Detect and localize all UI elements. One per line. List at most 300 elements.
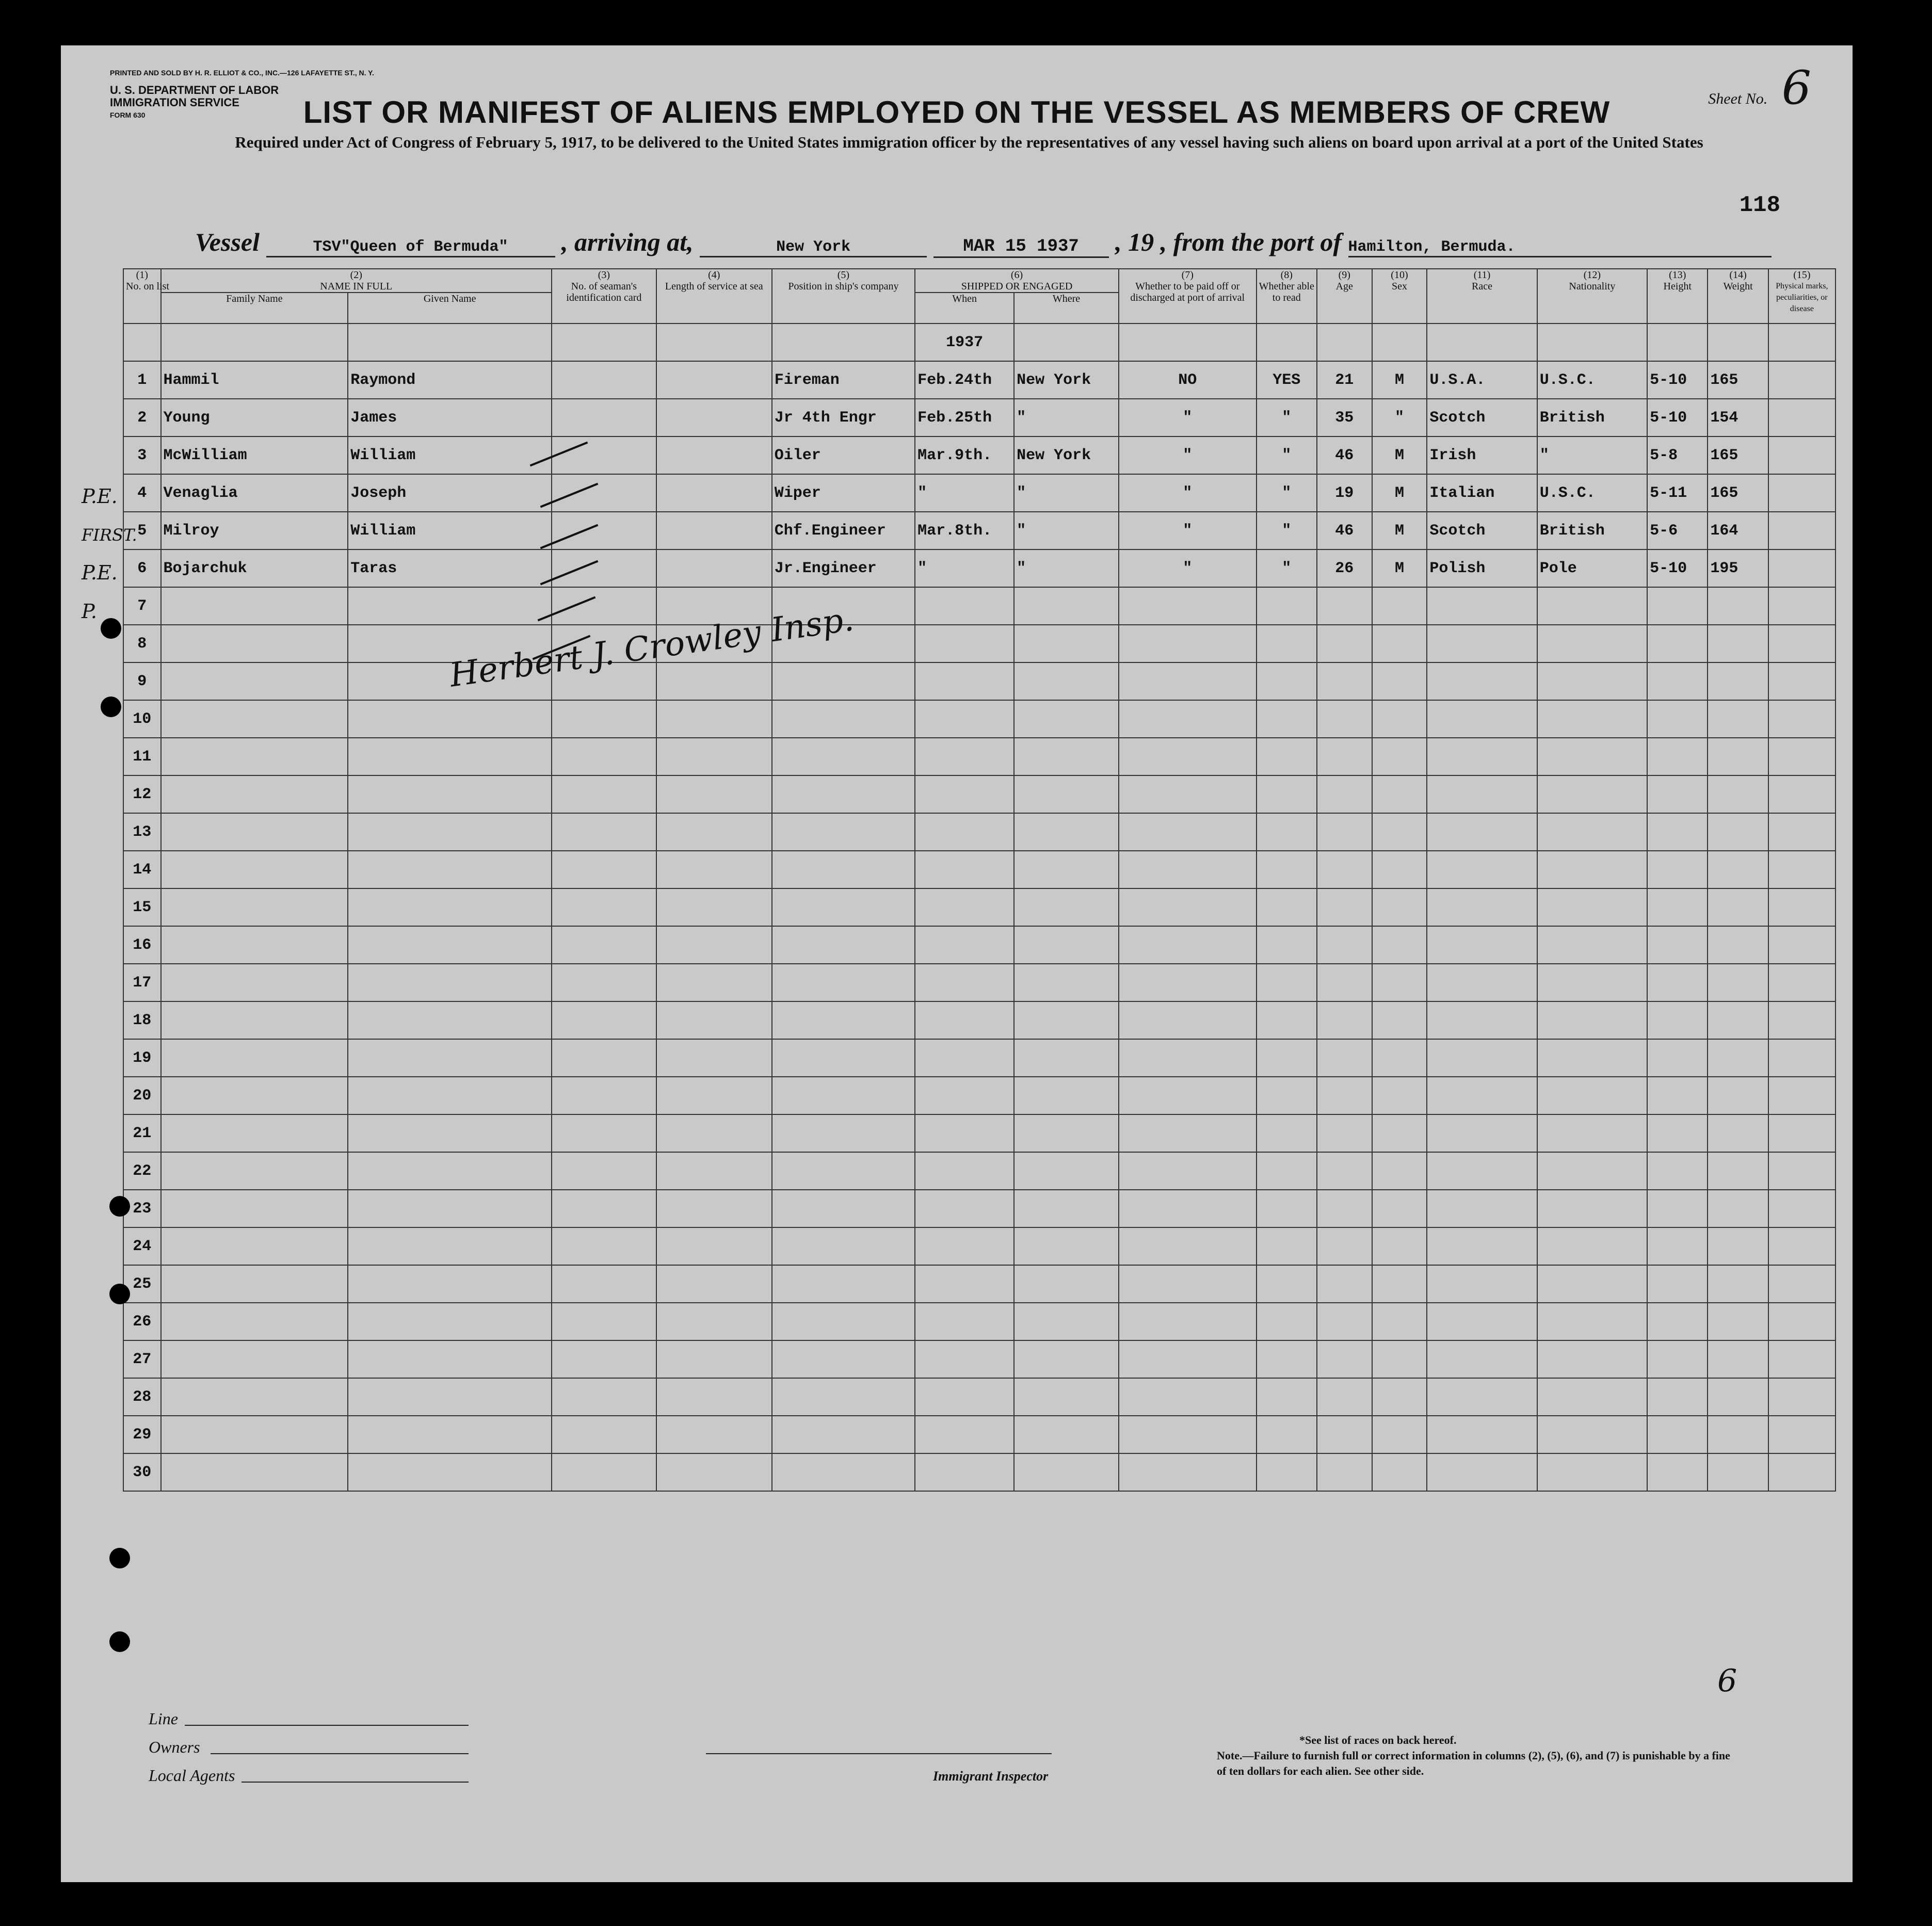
cell-given: Raymond xyxy=(348,361,552,399)
col-weight-header: (14) Weight xyxy=(1708,269,1768,323)
empty-cell xyxy=(1372,1077,1427,1114)
col-family-name-header: Family Name xyxy=(161,293,348,323)
empty-cell xyxy=(1537,1077,1647,1114)
cell-read: " xyxy=(1257,474,1317,512)
cell-paid: " xyxy=(1119,512,1257,549)
empty-cell xyxy=(915,1001,1014,1039)
row-number: 24 xyxy=(123,1227,161,1265)
empty-cell xyxy=(1119,587,1257,625)
empty-cell xyxy=(1119,1416,1257,1453)
owners-field xyxy=(211,1753,469,1754)
empty-cell xyxy=(772,1039,915,1077)
row-number: 16 xyxy=(123,926,161,964)
empty-cell xyxy=(1537,1152,1647,1190)
empty-cell xyxy=(1537,1190,1647,1227)
empty-cell xyxy=(1317,775,1372,813)
empty-cell xyxy=(1708,700,1768,738)
empty-cell xyxy=(656,1190,772,1227)
empty-cell xyxy=(1014,1340,1119,1378)
empty-cell xyxy=(772,1227,915,1265)
empty-cell xyxy=(1317,1001,1372,1039)
empty-cell xyxy=(1647,1077,1708,1114)
empty-cell xyxy=(348,1265,552,1303)
empty-cell xyxy=(772,1190,915,1227)
empty-cell xyxy=(348,1152,552,1190)
empty-cell xyxy=(1372,587,1427,625)
row-number: 23 xyxy=(123,1190,161,1227)
empty-cell xyxy=(1427,1190,1537,1227)
empty-cell xyxy=(1119,662,1257,700)
margin-note: FIRST. xyxy=(82,525,137,545)
empty-cell xyxy=(1257,662,1317,700)
empty-cell xyxy=(348,813,552,851)
empty-cell xyxy=(1537,813,1647,851)
empty-cell xyxy=(915,1227,1014,1265)
handwritten-sheet-number: 6 xyxy=(1717,1663,1737,1699)
cell-weight: 154 xyxy=(1708,399,1768,436)
empty-cell xyxy=(1708,1190,1768,1227)
empty-cell xyxy=(1119,1378,1257,1416)
empty-cell xyxy=(1647,738,1708,775)
empty-row xyxy=(123,1190,1836,1227)
empty-cell xyxy=(1708,1001,1768,1039)
row-number: 12 xyxy=(123,775,161,813)
empty-cell xyxy=(161,964,348,1001)
empty-cell xyxy=(656,813,772,851)
cell-age: 46 xyxy=(1317,512,1372,549)
empty-cell xyxy=(915,700,1014,738)
empty-cell xyxy=(161,1114,348,1152)
empty-cell xyxy=(1119,1453,1257,1491)
empty-cell xyxy=(1768,474,1836,512)
department-name: U. S. DEPARTMENT OF LABOR xyxy=(110,84,279,96)
empty-cell xyxy=(348,1453,552,1491)
empty-cell xyxy=(1537,662,1647,700)
crew-table xyxy=(123,268,1836,1492)
empty-cell xyxy=(1119,926,1257,964)
empty-cell xyxy=(915,587,1014,625)
cell-paid: " xyxy=(1119,549,1257,587)
empty-cell xyxy=(161,1001,348,1039)
empty-cell xyxy=(1427,1114,1537,1152)
empty-cell xyxy=(1768,436,1836,474)
empty-cell xyxy=(1014,1114,1119,1152)
empty-cell xyxy=(1537,1001,1647,1039)
year-row xyxy=(123,323,1836,361)
empty-cell xyxy=(1317,964,1372,1001)
empty-cell xyxy=(1768,1077,1836,1114)
cell-given: James xyxy=(348,399,552,436)
empty-cell xyxy=(1427,1265,1537,1303)
empty-cell xyxy=(1427,625,1537,662)
empty-cell xyxy=(348,738,552,775)
empty-cell xyxy=(1119,1152,1257,1190)
row-number: 3 xyxy=(123,436,161,474)
empty-cell xyxy=(1537,1378,1647,1416)
empty-cell xyxy=(656,964,772,1001)
col-paid-off-header: (7) Whether to be paid off or discharged at port of arrival xyxy=(1119,269,1257,323)
empty-cell xyxy=(1119,700,1257,738)
empty-cell xyxy=(1014,1001,1119,1039)
row-number: 13 xyxy=(123,813,161,851)
empty-cell xyxy=(772,1265,915,1303)
empty-row xyxy=(123,813,1836,851)
from-port-label: , from the port of xyxy=(1160,228,1342,256)
empty-cell xyxy=(1708,1265,1768,1303)
row-number: 26 xyxy=(123,1303,161,1340)
empty-cell xyxy=(1372,851,1427,888)
empty-cell xyxy=(1708,888,1768,926)
cell-where: " xyxy=(1014,549,1119,587)
empty-cell xyxy=(552,1265,656,1303)
cell-paid: " xyxy=(1119,474,1257,512)
empty-row xyxy=(123,1114,1836,1152)
cell-sex: M xyxy=(1372,512,1427,549)
empty-cell xyxy=(1427,926,1537,964)
empty-cell xyxy=(1372,813,1427,851)
crew-row xyxy=(123,549,1836,587)
empty-cell xyxy=(1647,1001,1708,1039)
empty-cell xyxy=(1257,700,1317,738)
empty-cell xyxy=(552,1114,656,1152)
empty-cell xyxy=(1768,851,1836,888)
empty-cell xyxy=(161,926,348,964)
empty-cell xyxy=(1014,1190,1119,1227)
arrival-date-stamp: MAR 15 1937 xyxy=(933,237,1109,258)
empty-cell xyxy=(1372,775,1427,813)
empty-cell xyxy=(1119,738,1257,775)
empty-cell xyxy=(915,964,1014,1001)
empty-cell xyxy=(1014,964,1119,1001)
empty-cell xyxy=(1768,1152,1836,1190)
empty-cell xyxy=(1537,700,1647,738)
cell-race: Irish xyxy=(1427,436,1537,474)
empty-cell xyxy=(1768,662,1836,700)
empty-cell xyxy=(656,1453,772,1491)
inspector-signature-line xyxy=(706,1753,1052,1754)
cell-race: U.S.A. xyxy=(1427,361,1537,399)
empty-cell xyxy=(1768,1190,1836,1227)
cell-sex: M xyxy=(1372,474,1427,512)
manifest-sheet xyxy=(61,45,1853,1882)
empty-cell xyxy=(1768,700,1836,738)
empty-cell xyxy=(552,888,656,926)
empty-cell xyxy=(1014,851,1119,888)
empty-cell xyxy=(1014,625,1119,662)
year-value: 1937 xyxy=(915,323,1014,361)
empty-cell xyxy=(915,1039,1014,1077)
empty-cell xyxy=(1537,1453,1647,1491)
empty-cell xyxy=(1537,1265,1647,1303)
cell-age: 35 xyxy=(1317,399,1372,436)
cell-read: " xyxy=(1257,549,1317,587)
empty-cell xyxy=(348,775,552,813)
empty-cell xyxy=(552,1453,656,1491)
empty-cell xyxy=(1257,1114,1317,1152)
empty-cell xyxy=(772,1077,915,1114)
empty-cell xyxy=(772,926,915,964)
row-number: 10 xyxy=(123,700,161,738)
empty-cell xyxy=(1708,926,1768,964)
empty-cell xyxy=(1119,851,1257,888)
empty-cell xyxy=(1768,964,1836,1001)
binder-hole xyxy=(109,1284,130,1304)
empty-cell xyxy=(1427,1416,1537,1453)
cell-when: " xyxy=(915,474,1014,512)
empty-cell xyxy=(915,926,1014,964)
empty-cell xyxy=(1537,1114,1647,1152)
empty-cell xyxy=(1257,888,1317,926)
vessel-name: TSV"Queen of Bermuda" xyxy=(266,238,555,257)
empty-cell xyxy=(1427,662,1537,700)
cell-weight: 165 xyxy=(1708,474,1768,512)
empty-cell xyxy=(1372,1114,1427,1152)
vessel-line xyxy=(195,227,1772,258)
empty-row xyxy=(123,662,1836,700)
empty-row xyxy=(123,964,1836,1001)
cell-race: Scotch xyxy=(1427,512,1537,549)
empty-cell xyxy=(348,1340,552,1378)
empty-cell xyxy=(1317,813,1372,851)
printer-imprint: PRINTED AND SOLD BY H. R. ELLIOT & CO., INC.—126 LAFAYETTE ST., N. Y. xyxy=(110,69,374,77)
empty-row xyxy=(123,1340,1836,1378)
margin-note: P.E. xyxy=(82,485,118,508)
empty-cell xyxy=(552,512,656,549)
cell-given: Taras xyxy=(348,549,552,587)
vessel-label: Vessel xyxy=(195,228,260,256)
empty-cell xyxy=(1647,1340,1708,1378)
empty-cell xyxy=(1708,587,1768,625)
empty-cell xyxy=(656,361,772,399)
empty-cell xyxy=(1372,1303,1427,1340)
empty-cell xyxy=(1119,1265,1257,1303)
cell-nationality: British xyxy=(1537,399,1647,436)
empty-cell xyxy=(1768,1114,1836,1152)
cell-read: " xyxy=(1257,436,1317,474)
empty-cell xyxy=(552,775,656,813)
empty-cell xyxy=(1317,1265,1372,1303)
empty-cell xyxy=(1427,700,1537,738)
empty-cell xyxy=(1119,1303,1257,1340)
empty-cell xyxy=(656,512,772,549)
empty-cell xyxy=(772,662,915,700)
empty-cell xyxy=(348,1114,552,1152)
empty-cell xyxy=(1014,1077,1119,1114)
empty-cell xyxy=(1119,813,1257,851)
empty-cell xyxy=(656,926,772,964)
empty-cell xyxy=(772,888,915,926)
empty-cell xyxy=(1708,1453,1768,1491)
row-number: 1 xyxy=(123,361,161,399)
empty-cell xyxy=(348,1227,552,1265)
cell-weight: 165 xyxy=(1708,436,1768,474)
empty-cell xyxy=(1647,1190,1708,1227)
empty-cell xyxy=(656,549,772,587)
empty-cell xyxy=(348,888,552,926)
binder-hole xyxy=(109,1196,130,1217)
empty-cell xyxy=(1014,1416,1119,1453)
empty-cell xyxy=(1014,1227,1119,1265)
empty-cell xyxy=(1647,1039,1708,1077)
empty-cell xyxy=(1317,1190,1372,1227)
empty-cell xyxy=(915,813,1014,851)
empty-cell xyxy=(1708,1114,1768,1152)
empty-cell xyxy=(552,436,656,474)
empty-cell xyxy=(1427,1340,1537,1378)
empty-cell xyxy=(1427,1378,1537,1416)
empty-cell xyxy=(1372,1416,1427,1453)
empty-cell xyxy=(1119,1114,1257,1152)
empty-cell xyxy=(1014,738,1119,775)
cell-race: Polish xyxy=(1427,549,1537,587)
cell-where: " xyxy=(1014,399,1119,436)
year-label: , 19 xyxy=(1115,228,1154,256)
empty-cell xyxy=(1768,1303,1836,1340)
empty-cell xyxy=(1708,851,1768,888)
row-number: 28 xyxy=(123,1378,161,1416)
empty-cell xyxy=(656,436,772,474)
empty-cell xyxy=(1427,738,1537,775)
empty-cell xyxy=(1317,625,1372,662)
empty-cell xyxy=(1768,625,1836,662)
row-number: 30 xyxy=(123,1453,161,1491)
empty-cell xyxy=(1768,399,1836,436)
row-number: 27 xyxy=(123,1340,161,1378)
empty-cell xyxy=(161,738,348,775)
crew-row xyxy=(123,399,1836,436)
row-number: 20 xyxy=(123,1077,161,1114)
empty-cell xyxy=(1647,1378,1708,1416)
empty-cell xyxy=(1708,1416,1768,1453)
empty-cell xyxy=(552,1227,656,1265)
binder-hole xyxy=(109,1631,130,1652)
col-given-name-header: Given Name xyxy=(348,293,552,323)
empty-cell xyxy=(1768,1416,1836,1453)
empty-cell xyxy=(1014,888,1119,926)
empty-cell xyxy=(772,964,915,1001)
empty-cell xyxy=(1537,775,1647,813)
empty-cell xyxy=(1537,888,1647,926)
empty-cell xyxy=(348,1190,552,1227)
empty-cell xyxy=(656,888,772,926)
row-number: 7 xyxy=(123,587,161,625)
empty-cell xyxy=(915,1453,1014,1491)
col-service-length-header: (4) Length of service at sea xyxy=(656,269,772,323)
empty-cell xyxy=(1014,1303,1119,1340)
empty-cell xyxy=(1537,1227,1647,1265)
row-number: 21 xyxy=(123,1114,161,1152)
binder-hole xyxy=(101,618,121,639)
empty-cell xyxy=(1647,1265,1708,1303)
crew-row xyxy=(123,474,1836,512)
empty-cell xyxy=(1768,813,1836,851)
empty-cell xyxy=(552,1001,656,1039)
arriving-label: , arriving at, xyxy=(561,228,694,256)
empty-cell xyxy=(656,851,772,888)
empty-cell xyxy=(348,1001,552,1039)
empty-cell xyxy=(1537,587,1647,625)
empty-cell xyxy=(1317,1303,1372,1340)
empty-cell xyxy=(1427,1039,1537,1077)
cell-nationality: U.S.C. xyxy=(1537,474,1647,512)
cell-height: 5-10 xyxy=(1647,399,1708,436)
empty-cell xyxy=(161,1152,348,1190)
empty-cell xyxy=(348,1416,552,1453)
empty-cell xyxy=(1317,587,1372,625)
line-field xyxy=(185,1725,469,1726)
empty-cell xyxy=(915,662,1014,700)
local-agents-field xyxy=(242,1782,469,1783)
empty-cell xyxy=(1372,1340,1427,1378)
empty-cell xyxy=(161,775,348,813)
empty-cell xyxy=(1372,888,1427,926)
empty-cell xyxy=(1427,587,1537,625)
empty-cell xyxy=(1537,1340,1647,1378)
empty-cell xyxy=(1768,888,1836,926)
empty-cell xyxy=(1647,1114,1708,1152)
empty-cell xyxy=(1257,1265,1317,1303)
empty-cell xyxy=(1317,1227,1372,1265)
empty-row xyxy=(123,1077,1836,1114)
cell-nationality: Pole xyxy=(1537,549,1647,587)
empty-cell xyxy=(552,1416,656,1453)
cell-read: " xyxy=(1257,399,1317,436)
document-subtitle: Required under Act of Congress of February 5, 1917, to be delivered to the United States immigration officer by the representatives of any vessel having such aliens on board upon arrival at a port of the United States xyxy=(235,133,1703,151)
empty-cell xyxy=(656,1114,772,1152)
cell-when: Mar.9th. xyxy=(915,436,1014,474)
empty-cell xyxy=(1708,775,1768,813)
empty-cell xyxy=(772,775,915,813)
empty-cell xyxy=(552,399,656,436)
empty-cell xyxy=(1647,1227,1708,1265)
empty-cell xyxy=(552,587,656,625)
col-shipped-header: (6) SHIPPED OR ENGAGED xyxy=(915,269,1119,293)
empty-cell xyxy=(1257,1303,1317,1340)
empty-cell xyxy=(1014,775,1119,813)
cell-position: Fireman xyxy=(772,361,915,399)
empty-cell xyxy=(552,813,656,851)
empty-cell xyxy=(1014,1152,1119,1190)
empty-cell xyxy=(1427,1227,1537,1265)
row-number: 17 xyxy=(123,964,161,1001)
empty-cell xyxy=(772,851,915,888)
empty-cell xyxy=(552,700,656,738)
empty-cell xyxy=(1014,1453,1119,1491)
cell-nationality: U.S.C. xyxy=(1537,361,1647,399)
sheet-number-label: Sheet No. xyxy=(1708,90,1768,107)
empty-cell xyxy=(772,813,915,851)
empty-cell xyxy=(772,1416,915,1453)
empty-cell xyxy=(161,1190,348,1227)
cell-height: 5-11 xyxy=(1647,474,1708,512)
empty-cell xyxy=(1119,964,1257,1001)
empty-cell xyxy=(1317,1077,1372,1114)
cell-sex: M xyxy=(1372,361,1427,399)
empty-cell xyxy=(1708,1303,1768,1340)
empty-cell xyxy=(772,700,915,738)
crew-row xyxy=(123,512,1836,549)
cell-height: 5-10 xyxy=(1647,361,1708,399)
cell-weight: 195 xyxy=(1708,549,1768,587)
cell-age: 19 xyxy=(1317,474,1372,512)
empty-cell xyxy=(1257,738,1317,775)
empty-cell xyxy=(1647,1453,1708,1491)
empty-cell xyxy=(1119,1001,1257,1039)
empty-row xyxy=(123,1001,1836,1039)
ledger-number: 118 xyxy=(1739,192,1780,218)
empty-row xyxy=(123,1378,1836,1416)
owners-label: Owners xyxy=(149,1738,200,1756)
